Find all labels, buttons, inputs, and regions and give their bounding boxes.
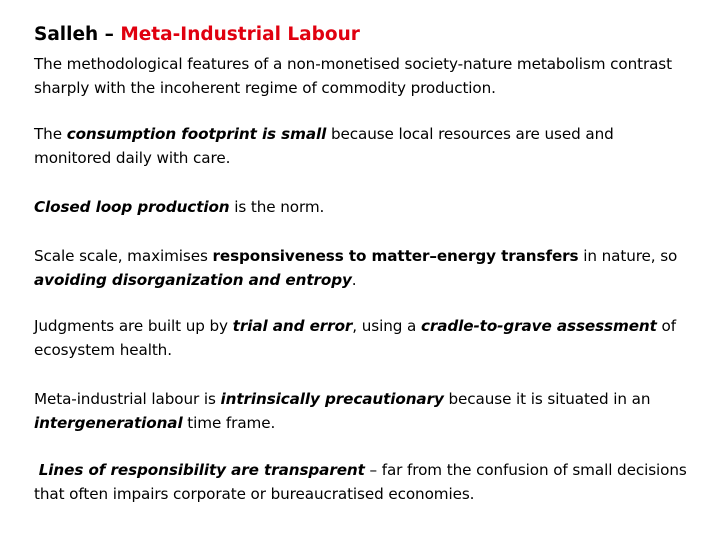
paragraph-consumption xyxy=(34,122,694,170)
emphasis: intrinsically precautionary xyxy=(220,390,444,408)
text: of ecosystem health. xyxy=(34,317,681,359)
text: in nature, so xyxy=(578,247,682,265)
emphasis: responsiveness to matter–energy transfers xyxy=(212,247,579,265)
emphasis: cradle-to-grave assessment xyxy=(420,317,657,335)
paragraph-judgments xyxy=(34,314,694,362)
title-topic: Meta-Industrial Labour xyxy=(120,24,360,45)
emphasis: Closed loop production xyxy=(34,198,230,216)
text: The methodological features of a non-monetised society-nature metabolism contrast sharply with the incoherent regime of commodity production. xyxy=(34,55,677,97)
title-author: Salleh – xyxy=(34,24,121,45)
slide-title xyxy=(34,24,360,45)
text: Scale scale, maximises xyxy=(34,247,213,265)
emphasis: consumption footprint is small xyxy=(66,125,327,143)
emphasis: intergenerational xyxy=(34,414,183,432)
paragraph-precautionary xyxy=(34,387,694,435)
paragraph-responsibility xyxy=(34,458,694,506)
emphasis: trial and error xyxy=(232,317,353,335)
emphasis: avoiding disorganization and entropy xyxy=(34,271,352,289)
text: . xyxy=(351,271,357,289)
text: , using a xyxy=(352,317,421,335)
text: The xyxy=(34,125,67,143)
text: is the norm. xyxy=(229,198,325,216)
text: Judgments are built up by xyxy=(34,317,233,335)
paragraph-scale xyxy=(34,244,694,292)
paragraph-intro xyxy=(34,52,694,100)
text: time frame. xyxy=(182,414,276,432)
emphasis: Lines of responsibility are transparent xyxy=(38,461,365,479)
text: – far from the confusion of small decisions that often impairs corporate or bureaucratised economies. xyxy=(34,461,692,503)
paragraph-closed-loop xyxy=(34,195,694,219)
text: because local resources are used and monitored daily with care. xyxy=(34,125,619,167)
text: because it is situated in an xyxy=(443,390,656,408)
text: Meta-industrial labour is xyxy=(34,390,221,408)
